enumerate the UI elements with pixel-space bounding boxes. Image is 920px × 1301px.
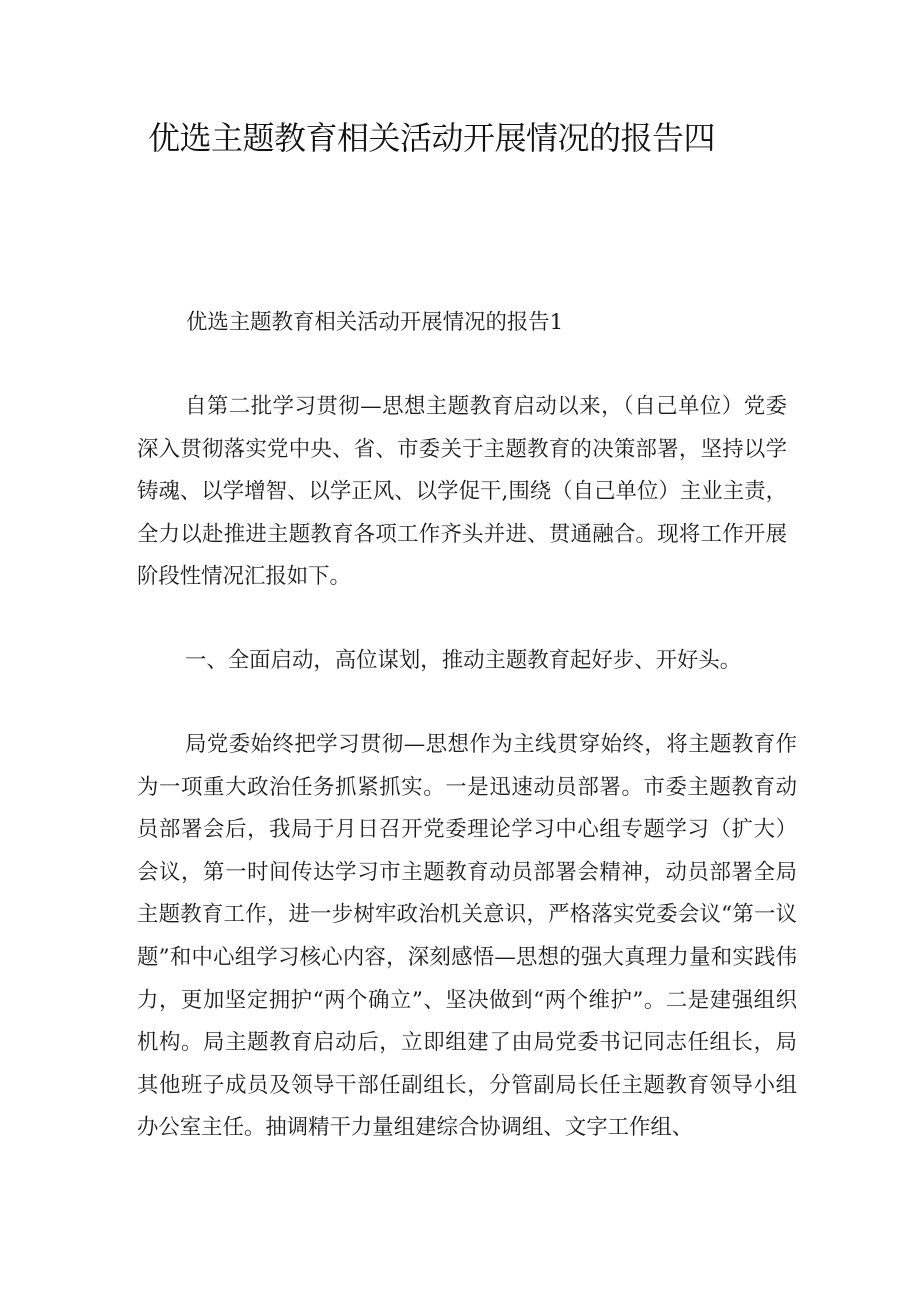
document-title: 优选主题教育相关活动开展情况的报告四 xyxy=(148,119,716,157)
intro-paragraph: 自第二批学习贯彻—思想主题教育启动以来，（自己单位）党委深入贯彻落实党中央、省、市委关于主题教育的决策部署，坚持以学铸魂、以学增智、以学正风、以学促干,围绕（自己单位）主业主责，全力以赴推进主题教育各项工作齐头并进、贯通融合。现将工作开展阶段性情况汇报如下。 xyxy=(137,394,787,590)
section-1-paragraph: 局党委始终把学习贯彻—思想作为主线贯穿始终，将主题教育作为一项重大政治任务抓紧抓实。一是迅速动员部署。市委主题教育动员部署会后，我局于月日召开党委理论学习中心组专题学习（扩大）会议，第一时间传达学习市主题教育动员部署会精神，动员部署全局主题教育工作，进一步树牢政治机关意识，严格落实党委会议“第一议题”和中心组学习核心内容，深刻感悟—思想的强大真理力量和实践伟力，更加坚定拥护“两个确立”、坚决做到“两个维护”。二是建强组织机构。局主题教育启动后，立即组建了由局党委书记同志任组长，局其他班子成员及领导干部任副组长，分管副局长任主题教育领导小组办公室主任。抽调精干力量组建综合协调组、文字工作组、 xyxy=(137,732,797,1141)
report-subheading: 优选主题教育相关活动开展情况的报告1 xyxy=(186,310,564,335)
section-heading-1: 一、全面启动，高位谋划，推动主题教育起好步、开好头。 xyxy=(185,648,742,673)
